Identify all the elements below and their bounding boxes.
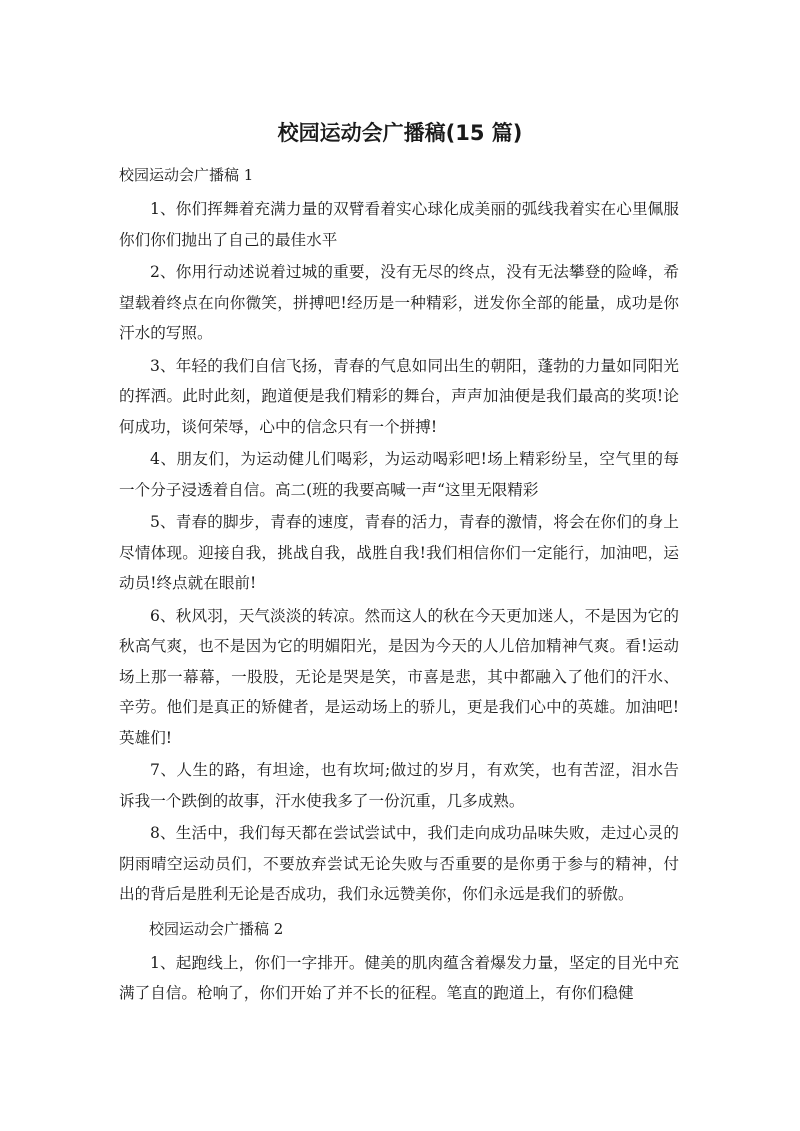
- paragraph: 3、年轻的我们自信飞扬，青春的气息如同出生的朝阳，蓬勃的力量如同阳光的挥洒。此时此刻，跑道便是我们精彩的舞台，声声加油便是我们最高的奖项!论何成功，谈何荣辱，心中的信念只有一个拼搏!: [119, 356, 679, 436]
- paragraph: 1、起跑线上，你们一字排开。健美的肌肉蕴含着爆发力量，坚定的目光中充满了自信。枪响了，你们开始了并不长的征程。笔直的跑道上，有你们稳健: [119, 953, 679, 1002]
- paragraph: 5、青春的脚步，青春的速度，青春的活力，青春的激情，将会在你们的身上尽情体现。迎接自我，挑战自我，战胜自我!我们相信你们一定能行，加油吧，运动员!终点就在眼前!: [119, 513, 679, 592]
- paragraph: 4、朋友们，为运动健儿们喝彩，为运动喝彩吧!场上精彩纷呈，空气里的每一个分子浸透着自信。高二(班的我要高喊一声“这里无限精彩: [119, 450, 679, 499]
- paragraph: 1、你们挥舞着充满力量的双臂看着实心球化成美丽的弧线我着实在心里佩服你们你们抛出了自己的最佳水平: [119, 200, 679, 249]
- document-body: [119, 158, 679, 1009]
- paragraph: 8、生活中，我们每天都在尝试尝试中，我们走向成功品味失败，走过心灵的阴雨晴空运动员们，不要放弃尝试无论失败与否重要的是你勇于参与的精神，付出的背后是胜利无论是否成功，我们永远赞美你，你们永远是我们的骄傲。: [119, 824, 679, 903]
- document-title: 校园运动会广播稿(15 篇): [277, 121, 523, 145]
- section-heading: 校园运动会广播稿 1: [119, 166, 254, 184]
- paragraph: 6、秋风羽，天气淡淡的转凉。然而这人的秋在今天更加迷人，不是因为它的秋高气爽，也不是因为它的明媚阳光，是因为今天的人儿倍加精神气爽。看!运动场上那一幕幕，一股股，无论是哭是笑，市喜是悲，其中都融入了他们的汗水、辛劳。他们是真正的矫健者，是运动场上的骄儿，更是我们心中的英雄。加油吧!英雄们!: [119, 606, 679, 747]
- paragraph: 7、人生的路，有坦途，也有坎坷;做过的岁月，有欢笑，也有苦涩，泪水告诉我一个跌倒的故事，汗水使我多了一份沉重，几多成熟。: [119, 761, 679, 810]
- section-heading: 校园运动会广播稿 2: [149, 919, 284, 938]
- paragraph: 2、你用行动述说着过城的重要，没有无尽的终点，没有无法攀登的险峰，希望载着终点在向你微笑，拼搏吧!经历是一种精彩，迸发你全部的能量，成功是你汗水的写照。: [119, 263, 679, 342]
